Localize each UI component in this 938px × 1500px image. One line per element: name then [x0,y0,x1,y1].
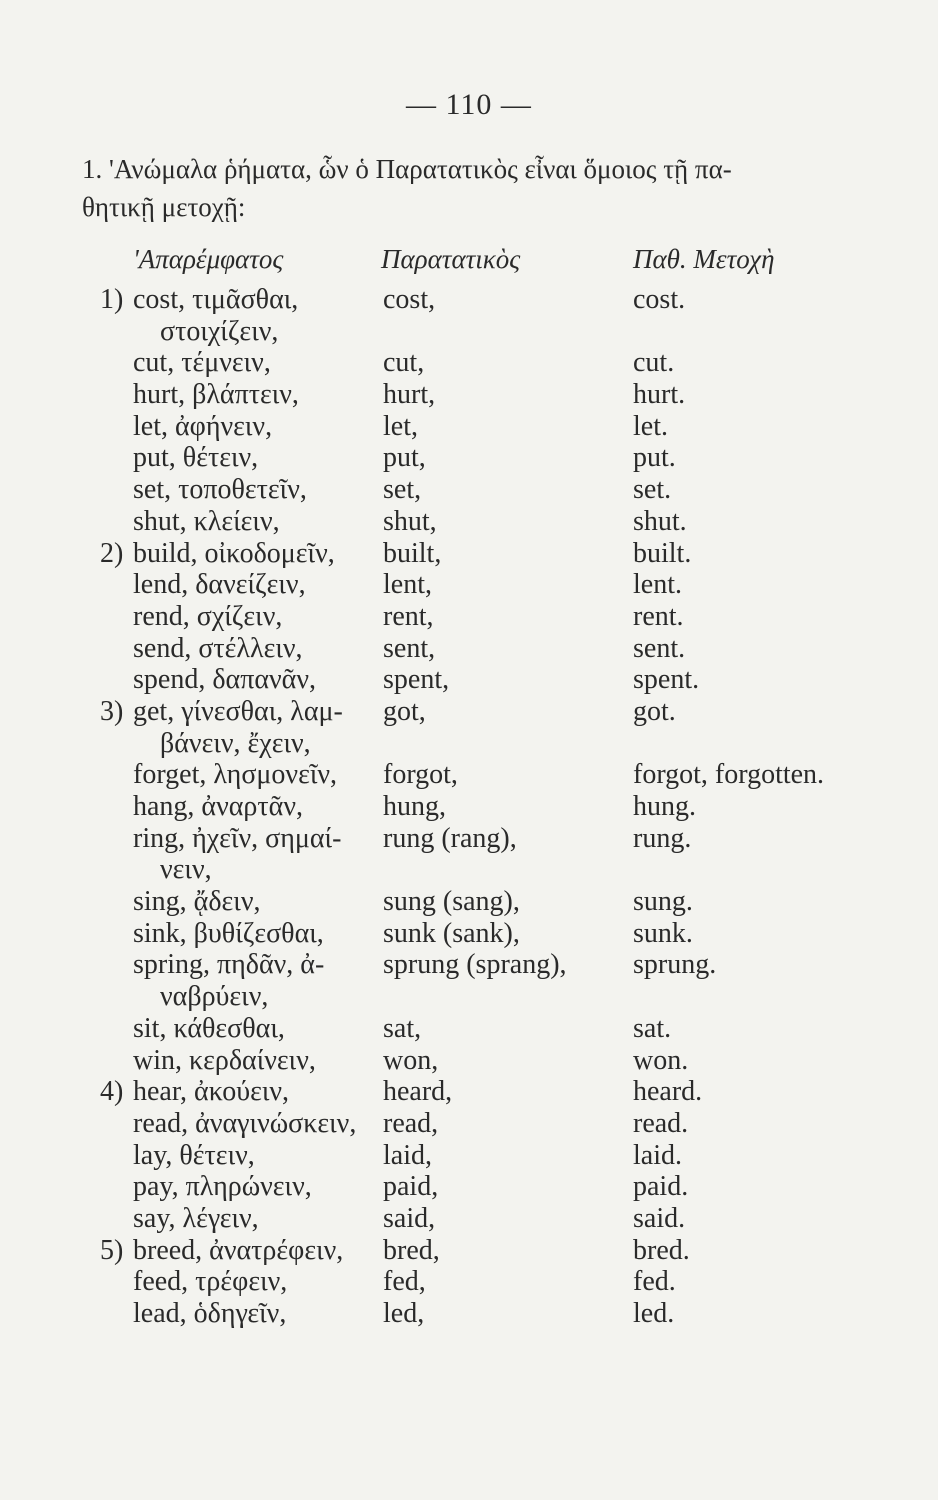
infinitive-cell: win, κερδαίνειν, [133,1044,316,1076]
infinitive-cell: set, τοποθετεῖν, [133,474,307,506]
infinitive-cell: put, θέτειν, [133,442,259,474]
participle-cell: sunk. [633,917,693,949]
column-header-past: Παρατατικὸς [381,244,521,274]
past-cell: won, [383,1044,439,1076]
table-row [0,284,938,316]
table-row [0,1203,938,1235]
infinitive-cell: στοιχίζειν, [160,315,279,347]
past-cell: forgot, [383,759,458,791]
participle-cell: won. [633,1044,689,1076]
column-header-infinitive: 'Απαρέμφατος [133,244,284,274]
infinitive-cell: feed, τρέφειν, [133,1266,288,1298]
infinitive-cell: lay, θέτειν, [133,1139,255,1171]
table-row [0,379,938,411]
infinitive-cell: shut, κλείειν, [133,505,280,537]
table-row [0,411,938,443]
table-row [0,1045,938,1077]
participle-cell: hung. [633,791,696,822]
infinitive-cell: lead, ὁδηγεῖν, [133,1298,287,1329]
table-row [0,1108,938,1140]
past-cell: sent, [383,632,436,664]
infinitive-cell: lend, δανείζειν, [133,569,306,601]
infinitive-cell: ναβρύειν, [160,981,269,1013]
table-row [0,538,938,570]
past-cell: put, [383,442,426,474]
participle-cell: said. [633,1202,686,1234]
infinitive-cell: rend, σχίζειν, [133,600,283,632]
participle-cell: lent. [633,569,682,601]
infinitive-cell: sing, ᾄδειν, [133,886,261,918]
infinitive-cell: βάνειν, ἔχειν, [160,727,311,759]
past-cell: built, [383,537,442,569]
infinitive-cell: let, ἀφήνειν, [133,410,273,442]
participle-cell: got. [633,695,676,727]
past-cell: sung (sang), [383,886,520,918]
infinitive-cell: get, γίνεσθαι, λαμ- [133,695,343,727]
participle-cell: led. [633,1298,675,1329]
table-row [0,474,938,506]
table-row [0,918,938,950]
table-row [0,728,938,760]
past-cell: laid, [383,1139,432,1171]
participle-cell: fed. [633,1266,676,1298]
table-row [0,1235,938,1267]
section-heading [82,150,902,226]
past-cell: sunk (sank), [383,917,520,949]
table-row [0,949,938,981]
past-cell: cut, [383,347,425,379]
participle-cell: shut. [633,505,687,537]
table-row [0,1013,938,1045]
past-cell: cost, [383,284,436,315]
table-row [0,696,938,728]
table-row [0,506,938,538]
participle-cell: sung. [633,886,693,918]
table-row [0,854,938,886]
past-cell: sat, [383,1012,422,1044]
participle-cell: sent. [633,632,686,664]
participle-cell: laid. [633,1139,682,1171]
group-number: 2) [100,537,124,569]
participle-cell: heard. [633,1076,703,1108]
participle-cell: rung. [633,822,692,854]
infinitive-cell: pay, πληρώνειν, [133,1171,312,1203]
infinitive-cell: spend, δαπανᾶν, [133,664,316,696]
table-row [0,601,938,633]
past-cell: set, [383,474,422,506]
page-number: — 110 — [406,88,532,121]
past-cell: heard, [383,1076,453,1108]
infinitive-cell: send, στέλλειν, [133,632,303,664]
participle-cell: sprung. [633,949,717,981]
past-cell: got, [383,695,426,727]
infinitive-cell: sit, κάθεσθαι, [133,1012,285,1044]
table-row [0,886,938,918]
past-cell: hung, [383,791,446,822]
infinitive-cell: cost, τιμᾶσθαι, [133,284,299,315]
table-row [0,569,938,601]
participle-cell: hurt. [633,379,686,411]
table-row [0,442,938,474]
participle-cell: bred. [633,1234,690,1266]
table-row [0,823,938,855]
infinitive-cell: read, ἀναγινώσκειν, [133,1107,357,1139]
participle-cell: sat. [633,1012,672,1044]
table-row [0,1140,938,1172]
group-number: 4) [100,1076,124,1108]
past-cell: bred, [383,1234,440,1266]
participle-cell: forgot, forgotten. [633,759,825,791]
past-cell: spent, [383,664,450,696]
column-header-participle: Παθ. Μετοχὴ [633,244,775,274]
participle-cell: read. [633,1107,689,1139]
infinitive-cell: νειν, [160,854,212,886]
infinitive-cell: spring, πηδᾶν, ἀ- [133,949,325,981]
past-cell: let, [383,410,418,442]
past-cell: sprung (sprang), [383,949,567,981]
infinitive-cell: hang, ἀναρτᾶν, [133,791,303,822]
participle-cell: spent. [633,664,700,696]
table-row [0,791,938,823]
participle-cell: paid. [633,1171,689,1203]
infinitive-cell: hurt, βλάπτειν, [133,379,299,411]
group-number: 5) [100,1234,124,1266]
table-row [0,1171,938,1203]
past-cell: shut, [383,505,437,537]
table-row [0,1298,938,1330]
infinitive-cell: build, οἰκοδομεῖν, [133,537,335,569]
participle-cell: rent. [633,600,684,632]
participle-cell: cost. [633,284,686,315]
section-heading-line-2: θητικῇ μετοχῇ: [82,192,246,222]
group-number: 1) [100,284,124,315]
infinitive-cell: hear, ἀκούειν, [133,1076,290,1108]
table-row [0,664,938,696]
past-cell: rent, [383,600,434,632]
participle-cell: put. [633,442,676,474]
past-cell: read, [383,1107,439,1139]
infinitive-cell: breed, ἀνατρέφειν, [133,1234,344,1266]
past-cell: lent, [383,569,432,601]
table-row [0,981,938,1013]
past-cell: led, [383,1298,425,1329]
participle-cell: let. [633,410,668,442]
participle-cell: set. [633,474,672,506]
participle-cell: built. [633,537,692,569]
group-number: 3) [100,695,124,727]
verb-table [0,284,938,1330]
infinitive-cell: sink, βυθίζεσθαι, [133,917,324,949]
table-row [0,633,938,665]
infinitive-cell: say, λέγειν, [133,1202,259,1234]
past-cell: said, [383,1202,436,1234]
table-row [0,316,938,348]
past-cell: paid, [383,1171,439,1203]
table-row [0,1266,938,1298]
participle-cell: cut. [633,347,675,379]
past-cell: hurt, [383,379,436,411]
infinitive-cell: cut, τέμνειν, [133,347,271,379]
past-cell: rung (rang), [383,822,517,854]
section-heading-line-1: 1. 'Ανώμαλα ῥήματα, ὧν ὁ Παρατατικὸς εἶναι ὅμοιος τῇ πα- [82,154,732,184]
infinitive-cell: ring, ἠχεῖν, σημαί- [133,822,342,854]
table-row [0,1076,938,1108]
infinitive-cell: forget, λησμονεῖν, [133,759,338,791]
past-cell: fed, [383,1266,426,1298]
table-row [0,347,938,379]
table-row [0,759,938,791]
